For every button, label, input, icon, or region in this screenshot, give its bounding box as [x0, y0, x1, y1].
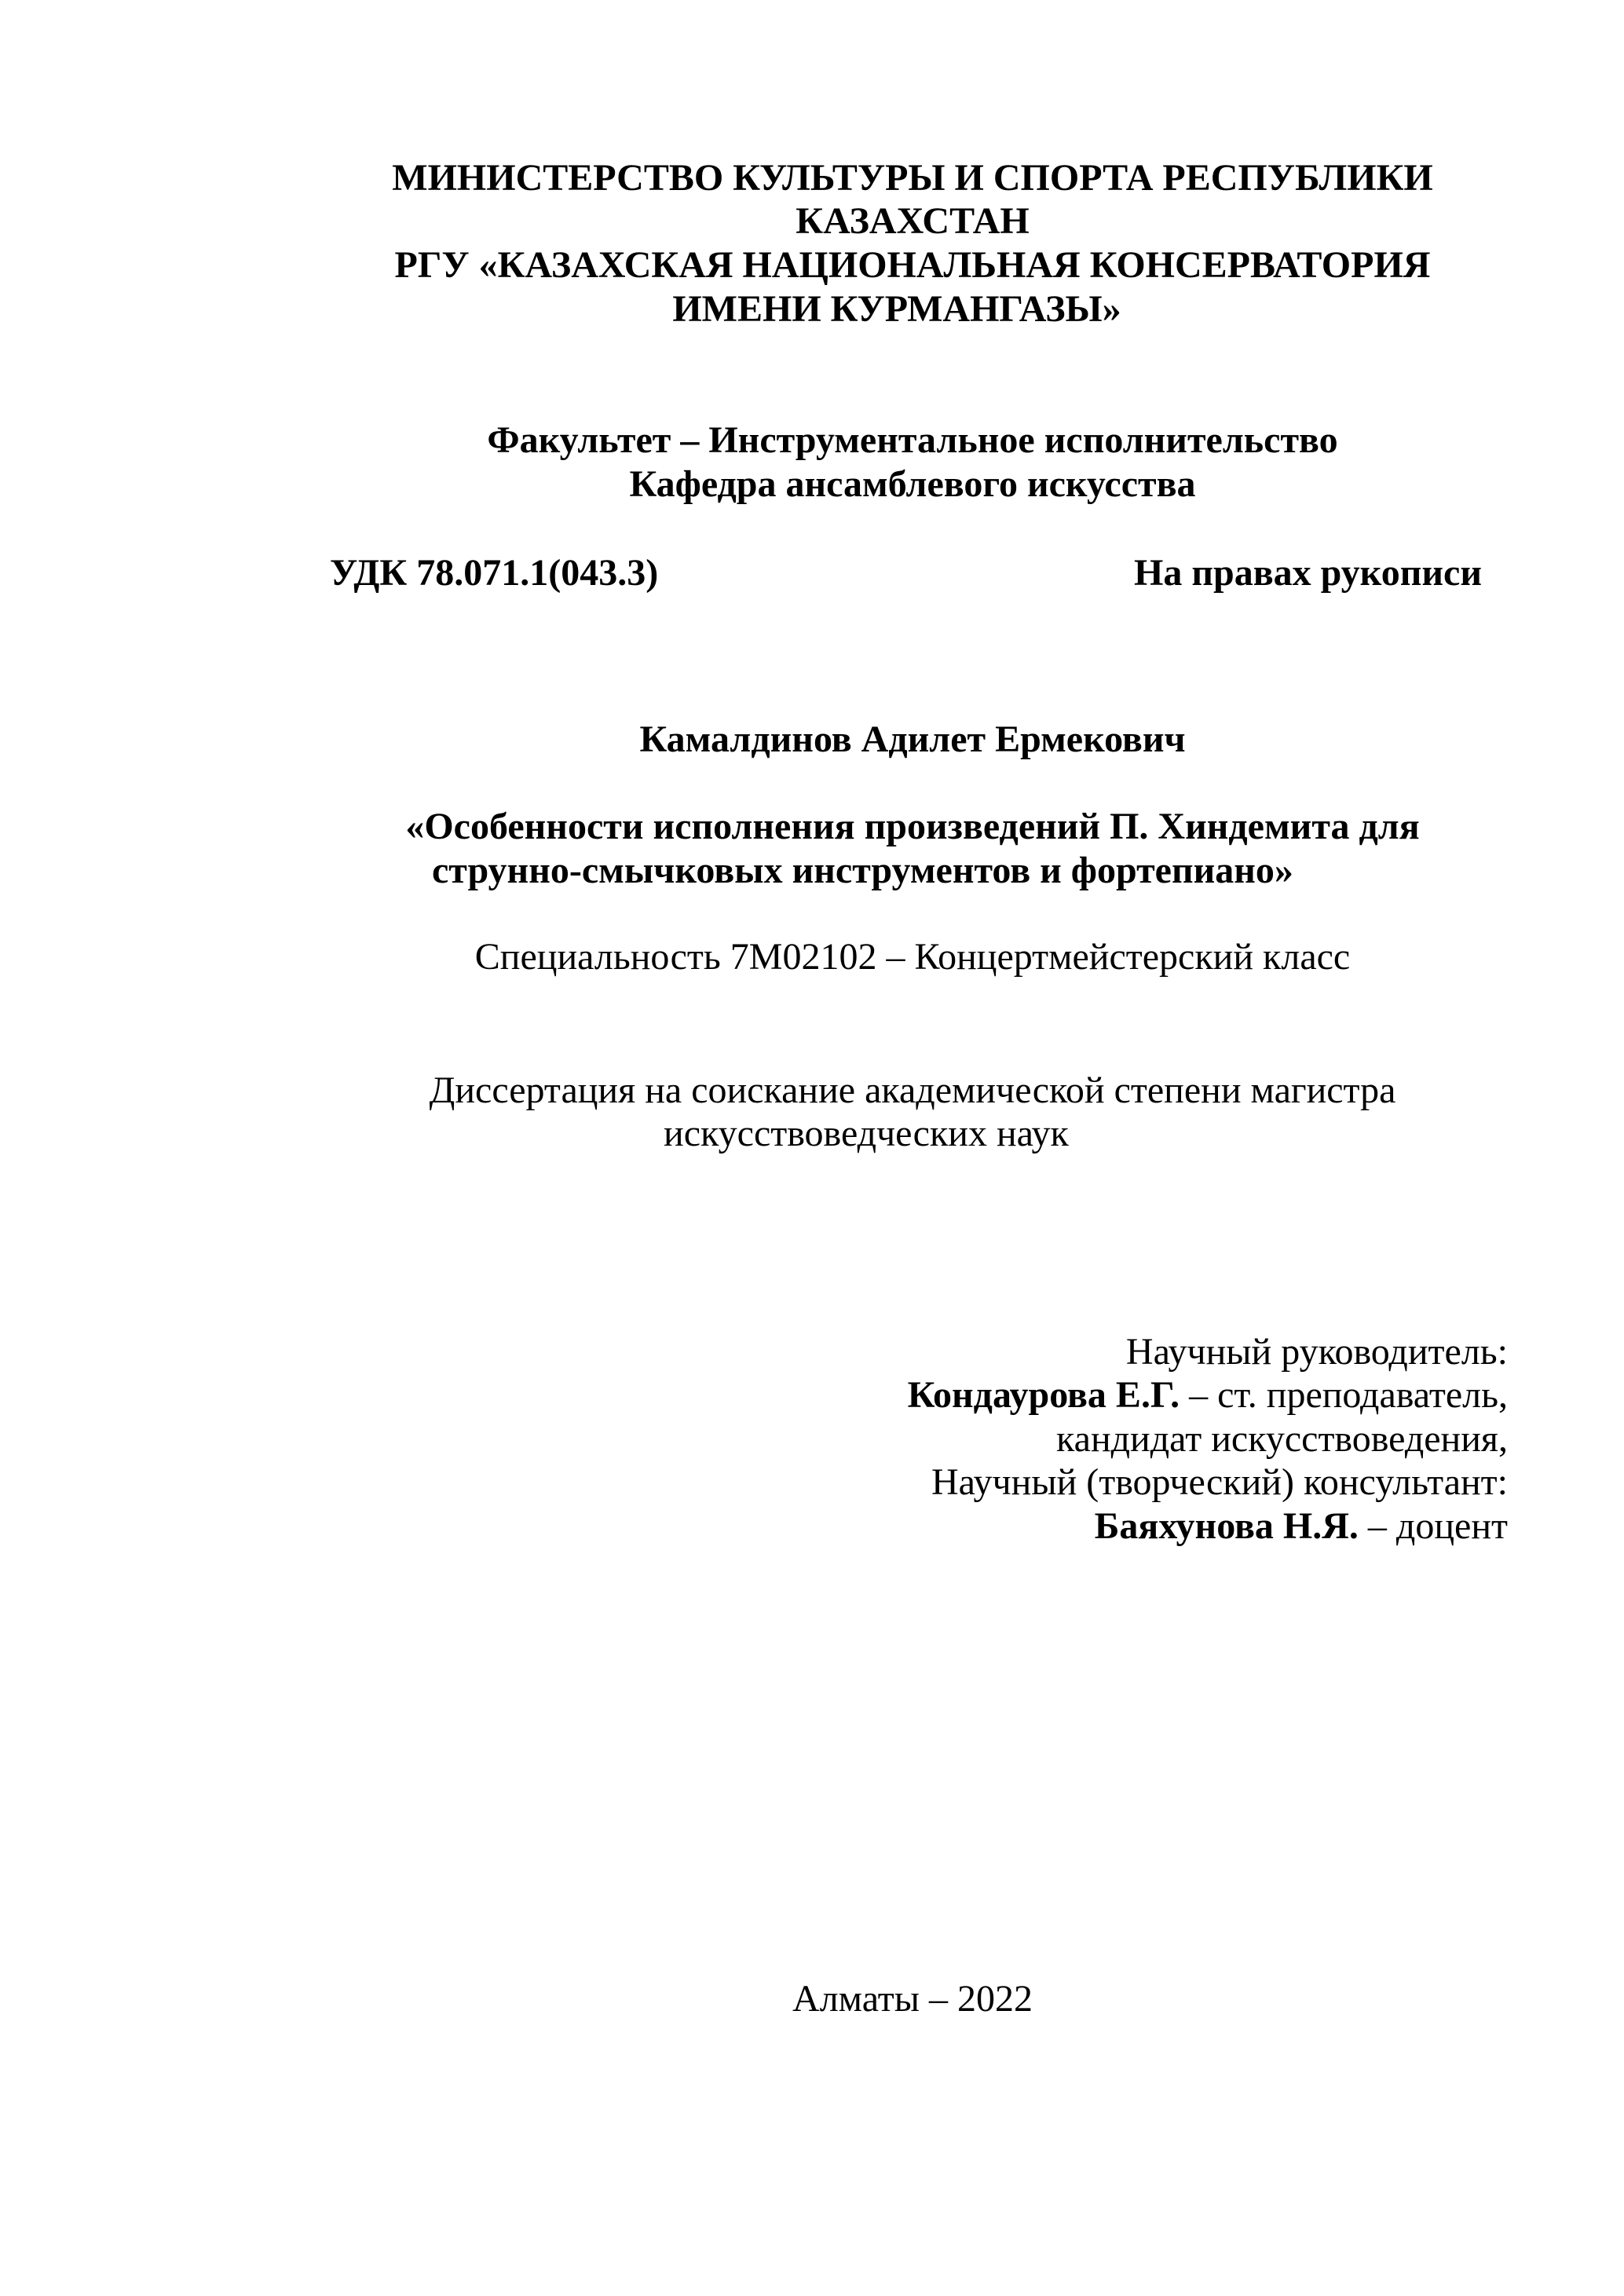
udk-code: УДК 78.071.1(043.3): [330, 552, 659, 594]
institution-title-line1: РГУ «КАЗАХСКАЯ НАЦИОНАЛЬНАЯ КОНСЕРВАТОРИЯ: [394, 244, 1431, 286]
institution-title-line2: ИМЕНИ КУРМАНГАЗЫ»: [672, 288, 1121, 330]
supervisor-label: Научный руководитель:: [1125, 1331, 1508, 1373]
supervisor-name: Кондаурова Е.Г.: [907, 1374, 1180, 1416]
thesis-title-line1: «Особенности исполнения произведений П. Хиндемита для: [405, 806, 1420, 847]
ministry-title-line1: МИНИСТЕРСТВО КУЛЬТУРЫ И СПОРТА РЕСПУБЛИКИ: [392, 157, 1433, 199]
degree-line1: Диссертация на соискание академической степени магистра: [429, 1069, 1396, 1111]
faculty-line: Факультет – Инструментальное исполнительство: [487, 419, 1338, 461]
thesis-title-line2: струнно-смычковых инструментов и фортепиано»: [432, 850, 1293, 891]
specialty-line: Специальность 7М02102 – Концертмейстерский класс: [474, 936, 1351, 978]
supervisor-degree: кандидат искусствоведения,: [1056, 1418, 1508, 1460]
consultant-position: – доцент: [1358, 1505, 1508, 1547]
manuscript-rights: На правах рукописи: [1134, 552, 1482, 594]
supervisor-line: [908, 1373, 1508, 1417]
consultant-name: Баяхунова Н.Я.: [1094, 1505, 1359, 1547]
author-name: Камалдинов Адилет Ермекович: [639, 718, 1186, 760]
city-year: Алматы – 2022: [792, 1978, 1033, 2020]
department-line: Кафедра ансамблевого искусства: [629, 463, 1196, 505]
degree-line2: искусствоведческих наук: [664, 1113, 1069, 1154]
consultant-label: Научный (творческий) консультант:: [931, 1461, 1508, 1503]
supervisor-position: – ст. преподаватель,: [1180, 1374, 1508, 1416]
consultant-line: [1095, 1504, 1508, 1548]
ministry-title-line2: КАЗАХСТАН: [796, 200, 1030, 242]
